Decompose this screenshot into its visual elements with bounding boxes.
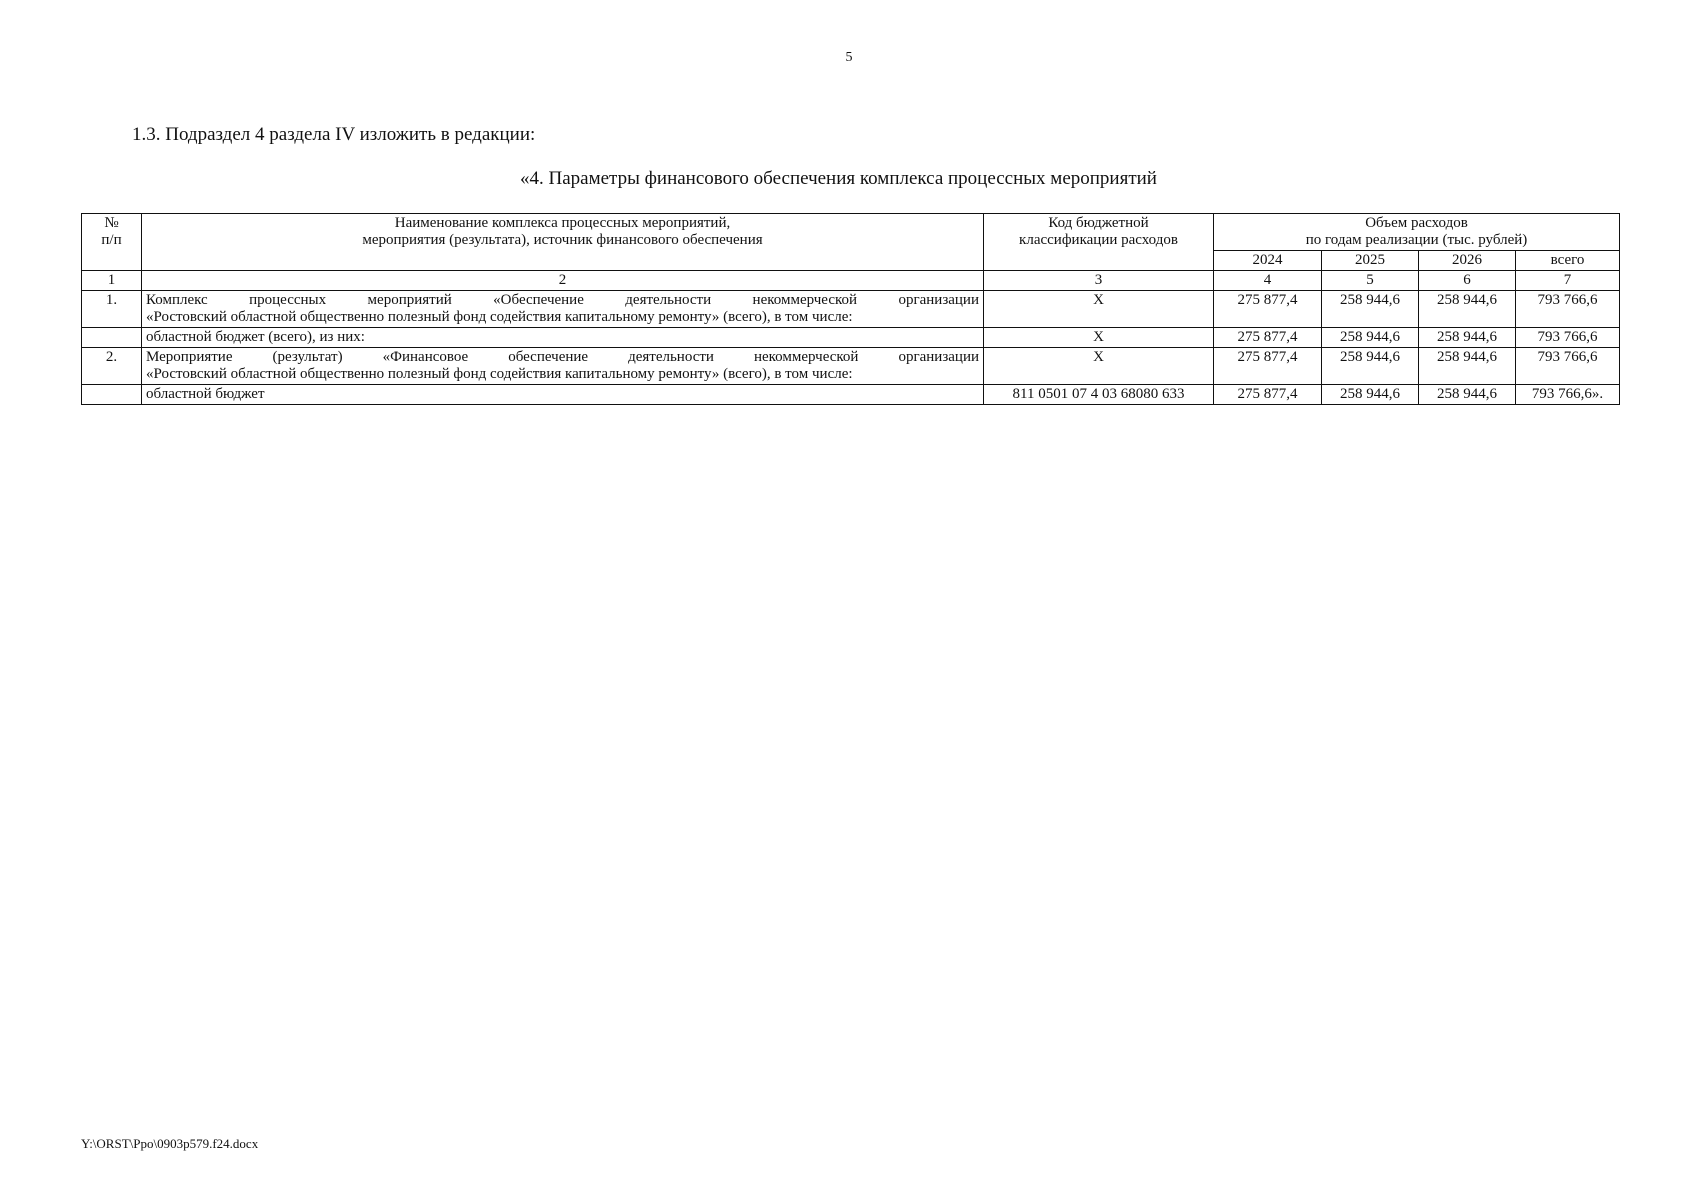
header-year-2025: 2025: [1322, 251, 1419, 271]
row-code: X: [984, 328, 1214, 348]
header-volume: [1214, 214, 1620, 251]
row-value-2025: 258 944,6: [1322, 328, 1419, 348]
table-body: [82, 271, 1620, 405]
header-total: всего: [1516, 251, 1620, 271]
table-header: [82, 214, 1620, 271]
row-value-2024: 275 877,4: [1214, 328, 1322, 348]
row-name-line1: Мероприятие (результат) «Финансовое обеспечение деятельности некоммерческой организации: [146, 349, 979, 365]
header-num-line1: №: [104, 215, 119, 231]
header-year-2024: 2024: [1214, 251, 1322, 271]
row-number: [82, 385, 142, 405]
row-value-2025: 258 944,6: [1322, 291, 1419, 328]
table-row: [82, 328, 1620, 348]
header-code-line1: Код бюджетной: [1048, 215, 1149, 231]
column-number: 2: [142, 271, 984, 291]
row-value-total: 793 766,6: [1516, 328, 1620, 348]
column-number: 7: [1516, 271, 1620, 291]
header-year-2026: 2026: [1419, 251, 1516, 271]
row-value-2026: 258 944,6: [1419, 291, 1516, 328]
row-name: областной бюджет: [142, 385, 984, 405]
column-numbers-row: [82, 271, 1620, 291]
row-value-total: 793 766,6».: [1516, 385, 1620, 405]
column-number: 4: [1214, 271, 1322, 291]
table-row: [82, 385, 1620, 405]
header-name-line1: Наименование комплекса процессных мероприятий,: [394, 215, 731, 231]
column-number: 6: [1419, 271, 1516, 291]
file-path-footer: Y:\ORST\Ppo\0903p579.f24.docx: [81, 1136, 259, 1151]
row-name-line1: Комплекс процессных мероприятий «Обеспечение деятельности некоммерческой организации: [146, 292, 979, 308]
row-value-2025: 258 944,6: [1322, 348, 1419, 385]
row-name: [142, 291, 984, 328]
row-name-line2: «Ростовский областной общественно полезный фонд содействия капитальному ремонту» (всего), в том числе:: [146, 309, 853, 325]
column-number: 1: [82, 271, 142, 291]
row-name-line2: «Ростовский областной общественно полезный фонд содействия капитальному ремонту» (всего), в том числе:: [146, 366, 853, 382]
row-value-2024: 275 877,4: [1214, 291, 1322, 328]
row-value-total: 793 766,6: [1516, 291, 1620, 328]
header-num-line2: п/п: [101, 232, 122, 248]
row-value-2024: 275 877,4: [1214, 385, 1322, 405]
row-value-2026: 258 944,6: [1419, 328, 1516, 348]
table-row: [82, 291, 1620, 328]
column-number: 5: [1322, 271, 1419, 291]
header-name-line2: мероприятия (результата), источник финансового обеспечения: [362, 232, 763, 248]
row-value-2025: 258 944,6: [1322, 385, 1419, 405]
column-number: 3: [984, 271, 1214, 291]
row-value-2026: 258 944,6: [1419, 385, 1516, 405]
row-code: X: [984, 348, 1214, 385]
row-value-2024: 275 877,4: [1214, 348, 1322, 385]
header-volume-line1: Объем расходов: [1365, 215, 1468, 231]
header-code-line2: классификации расходов: [1019, 232, 1178, 248]
row-number: 2.: [82, 348, 142, 385]
table-row: [82, 348, 1620, 385]
financing-table: [81, 213, 1620, 405]
row-code: X: [984, 291, 1214, 328]
page-number: 5: [845, 50, 853, 65]
header-code: [984, 214, 1214, 271]
header-name: [142, 214, 984, 271]
row-name: областной бюджет (всего), из них:: [142, 328, 984, 348]
table-title: «4. Параметры финансового обеспечения комплекса процессных мероприятий: [520, 168, 1157, 189]
intro-paragraph: 1.3. Подраздел 4 раздела IV изложить в редакции:: [132, 124, 536, 145]
row-value-2026: 258 944,6: [1419, 348, 1516, 385]
row-name: [142, 348, 984, 385]
row-value-total: 793 766,6: [1516, 348, 1620, 385]
row-number: [82, 328, 142, 348]
row-number: 1.: [82, 291, 142, 328]
header-num: [82, 214, 142, 271]
row-code: 811 0501 07 4 03 68080 633: [984, 385, 1214, 405]
header-volume-line2: по годам реализации (тыс. рублей): [1305, 232, 1528, 248]
